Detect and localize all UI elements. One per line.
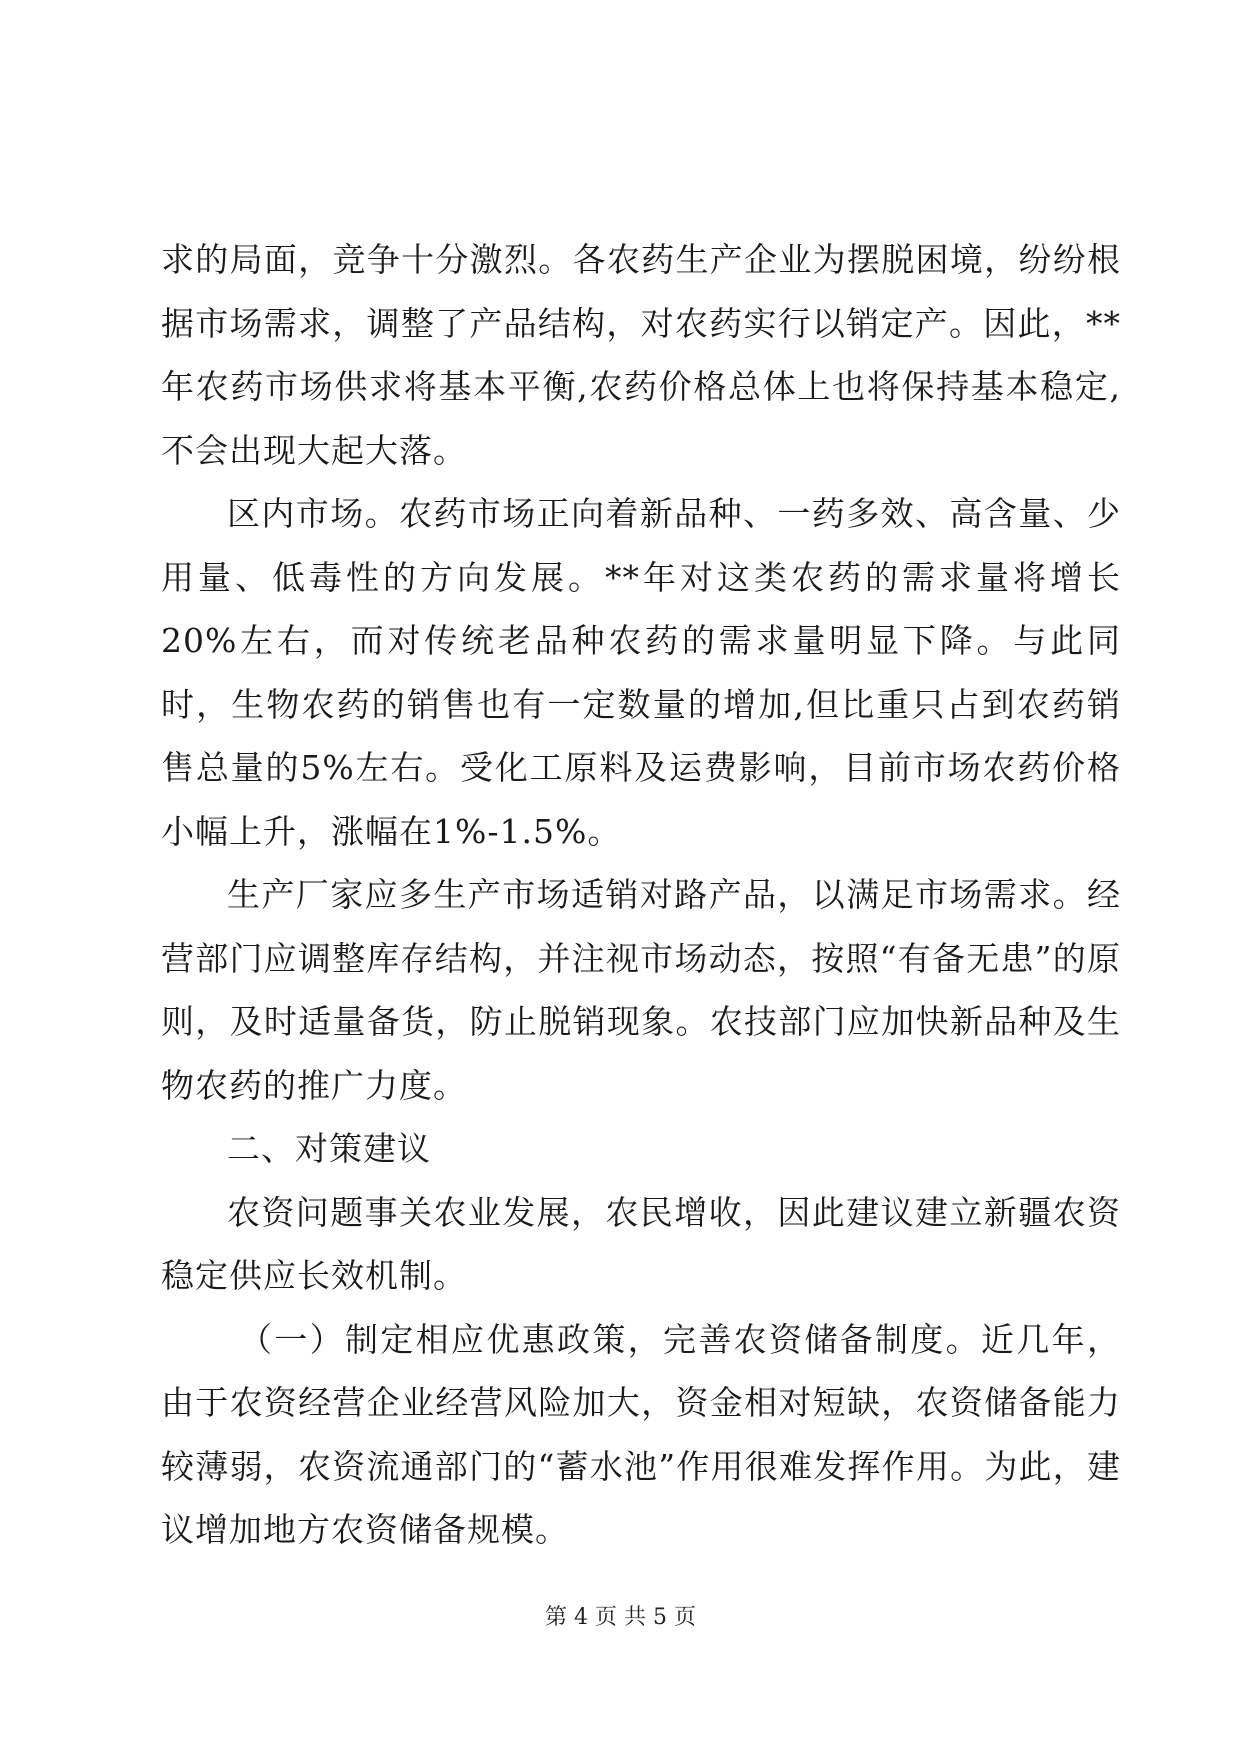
paragraph-producer-advice: 生产厂家应多生产市场适销对路产品，以满足市场需求。经营部门应调整库存结构，并注视市场动态，按照“有备无患”的原则，及时适量备货，防止脱销现象。农技部门应加快新品种及生物农药的推广力度。: [161, 875, 1121, 1105]
page-number-footer: 第 4 页 共 5 页: [545, 1605, 696, 1630]
section-heading-countermeasures: 二、对策建议: [227, 1129, 431, 1168]
paragraph-long-term-mechanism: 农资问题事关农业发展，农民增收，因此建议建立新疆农资稳定供应长效机制。: [161, 1192, 1121, 1295]
paragraph-regional-market: 区内市场。农药市场正向着新品种、一药多效、高含量、少用量、低毒性的方向发展。**年对这类农药的需求量将增长20%左右，而对传统老品种农药的需求量明显下降。与此同时，生物农药的销售也有一定数量的增加,但比重只占到农药销售总量的5%左右。受化工原料及运费影响，目前市场农药价格小幅上升，涨幅在1%-1.5%。: [161, 494, 1121, 851]
paragraph-market-balance: 求的局面，竞争十分激烈。各农药生产企业为摆脱困境，纷纷根据市场需求，调整了产品结构，对农药实行以销定产。因此，**年农药市场供求将基本平衡,农药价格总体上也将保持基本稳定,不会出现大起大落。: [161, 240, 1121, 470]
document-body: [161, 228, 1121, 1562]
paragraph-reserve-policy: （一）制定相应优惠政策，完善农资储备制度。近几年，由于农资经营企业经营风险加大，资金相对短缺，农资储备能力较薄弱，农资流通部门的“蓄水池”作用很难发挥作用。为此，建议增加地方农资储备规模。: [161, 1319, 1121, 1549]
